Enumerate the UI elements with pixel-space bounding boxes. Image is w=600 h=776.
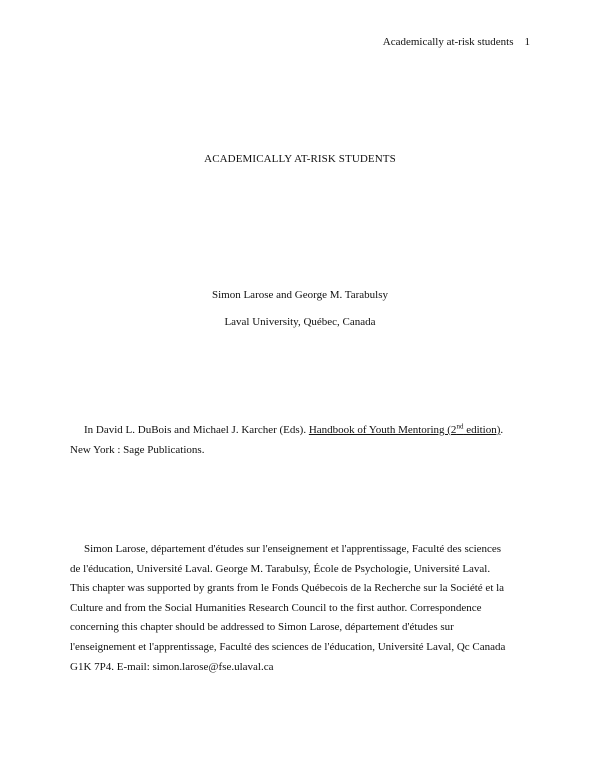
author-note-line: This chapter was supported by grants from le Fonds Québecois de la Recherche sur la Société et la [70, 582, 505, 595]
paper-title: ACADEMICALLY AT-RISK STUDENTS [204, 153, 396, 165]
page-number: 1 [524, 36, 530, 48]
author-note [70, 540, 542, 677]
affiliation: Laval University, Québec, Canada [224, 316, 376, 328]
book-title-end: edition) [463, 424, 501, 436]
citation [70, 420, 538, 460]
publisher: New York : Sage Publications. [70, 444, 205, 456]
author-note-line: Simon Larose, département d'études sur l'enseignement et l'apprentissage, Faculté des sciences [84, 543, 502, 555]
author-note-line: de l'éducation, Université Laval. George M. Tarabulsy, École de Psychologie, Université Laval. [70, 562, 491, 575]
author-note-line: Culture and from the Social Humanities Research Council to the first author. Correspondence [70, 601, 482, 614]
running-head [383, 36, 530, 49]
authors: Simon Larose and George M. Tarabulsy [211, 289, 388, 301]
citation-period: . [500, 424, 504, 436]
book-title [308, 422, 504, 436]
book-title-main: Handbook of Youth Mentoring (2 [308, 424, 457, 436]
edition-superscript: nd [456, 422, 464, 431]
author-note-line: concerning this chapter should be addressed to Simon Larose, département d'études sur [70, 621, 454, 634]
author-note-line: l'enseignement et l'apprentissage, Faculté des sciences de l'éducation, Université Laval, Qc Canada [70, 640, 506, 653]
running-head-text: Academically at-risk students [382, 36, 514, 48]
citation-prefix: In David L. DuBois and Michael J. Karcher (Eds). [84, 424, 309, 436]
author-note-line: G1K 7P4. E-mail: simon.larose@fse.ulaval.ca [70, 660, 274, 673]
